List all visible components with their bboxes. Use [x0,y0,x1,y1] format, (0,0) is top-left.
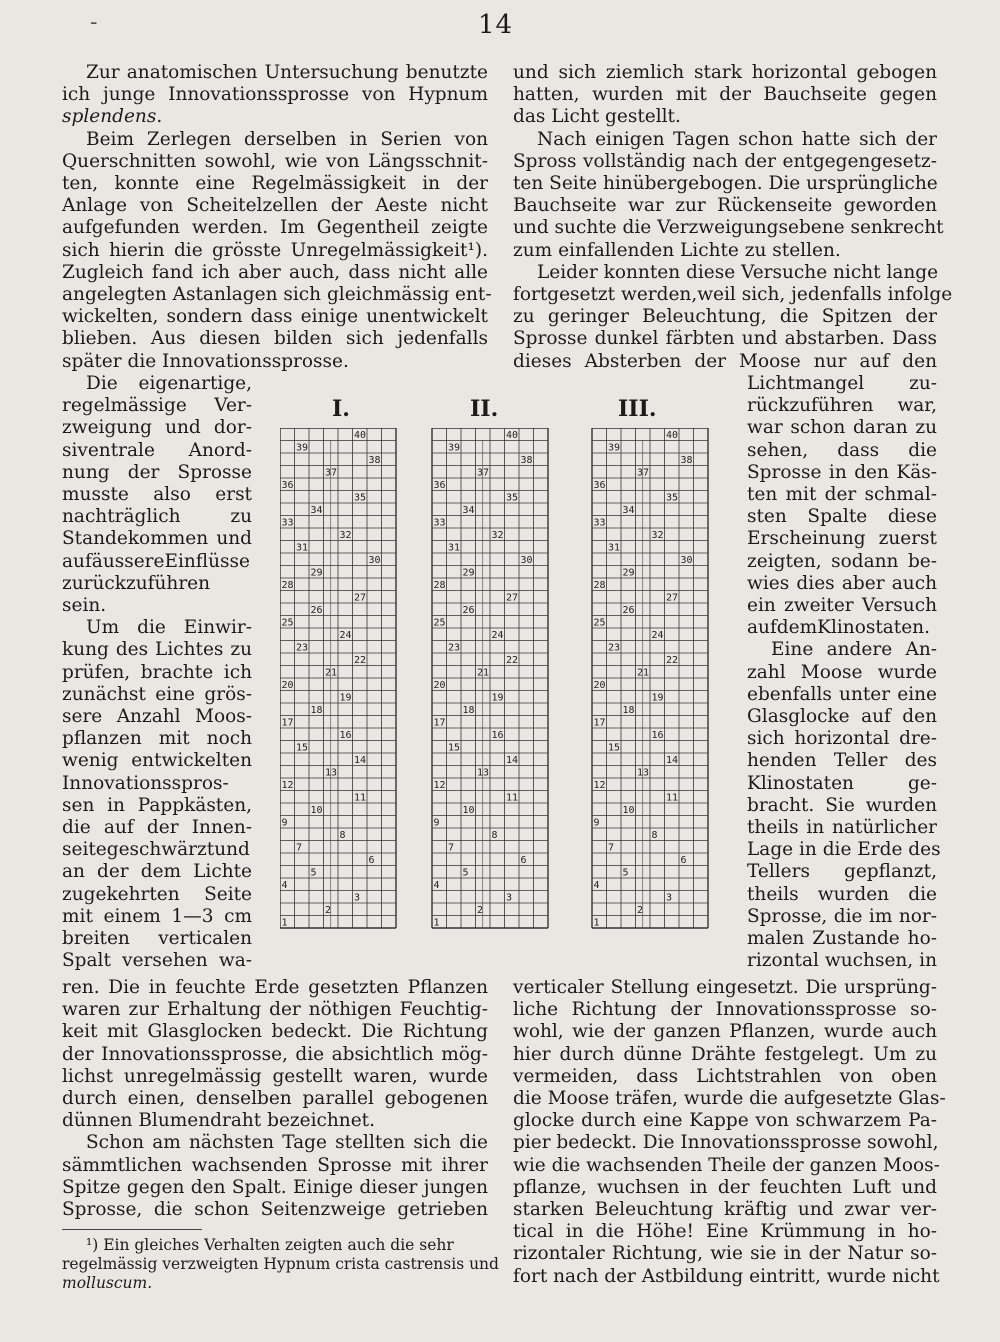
text-line: Sprosse, die schon Seitenzweige getrieben [62,1199,488,1221]
text-line: Spalt versehen wa- [62,950,252,972]
text-line: zurückzuführen [62,572,211,594]
branching-diagrams [280,428,720,943]
node-label: 31 [296,542,309,554]
node-label: 40 [506,430,519,441]
node-label: 19 [491,692,504,704]
text-line: Standekommen und [62,528,252,550]
text-line: tical in die Höhe! Eine Krümmung in ho- [513,1221,937,1243]
node-label: 34 [622,505,635,516]
node-label: 31 [608,542,621,554]
node-label: 32 [651,530,664,541]
node-label: 2 [637,905,644,916]
text-line: das Licht gestellt. [513,106,681,128]
branching-grid-1 [280,428,396,929]
node-label: 30 [368,555,381,566]
node-label: 7 [448,842,455,854]
node-label: 16 [339,730,352,741]
node-label: 6 [368,855,375,866]
left-column-narrow [62,373,252,972]
text-line: Querschnitten sowohl, wie von Längsschnit- [62,150,488,172]
text-line: waren zur Erhaltung der nöthigen Feuchtig- [62,999,488,1021]
node-label: 1 [593,917,600,929]
node-label: 15 [608,742,621,754]
text-line: zugekehrten Seite [62,883,252,905]
node-label: 15 [448,742,461,754]
text-line: fort nach der Astbildung eintritt, wurde nicht [513,1265,940,1287]
node-label: 5 [622,867,629,879]
footnote-line: molluscum. [62,1274,153,1292]
node-label: 11 [506,792,519,804]
text-line: aufgefunden werden. Im Gegentheil zeigte [62,217,488,239]
text-line: ten Seite hinübergebogen. Die ursprüngliche [513,173,938,195]
footnote-rule [62,1229,202,1230]
text-line: wie die wachsenden Theile der ganzen Moos- [513,1154,940,1176]
text-line: aufdemKlinostaten. [747,617,930,639]
node-label: 33 [281,517,294,529]
node-label: 26 [622,605,635,616]
node-label: 25 [433,617,446,629]
right-column-top [513,62,953,373]
node-label: 27 [666,592,679,604]
node-label: 22 [666,655,679,666]
text-line: durch einen, denselben parallel gebogenen [62,1088,488,1110]
node-label: 20 [433,680,446,691]
node-label: 18 [462,705,475,716]
node-label: 13 [477,767,490,779]
node-label: 5 [462,867,469,879]
text-line: der Innovationssprosse, die absichtlich mög- [62,1043,488,1065]
text-line: die Moose träfen, wurde die aufgesetzte Glas- [513,1088,946,1110]
node-label: 8 [651,830,658,841]
text-line: Spross vollständig nach der entgegengesetz- [513,150,937,172]
node-label: 6 [520,855,527,866]
node-label: 40 [666,430,679,441]
node-label: 2 [325,905,332,916]
text-line: Innovationsspros- [62,772,229,794]
node-label: 3 [354,892,361,904]
text-line: zum einfallenden Lichte zu stellen. [513,239,841,261]
text-line: musste also erst [62,484,252,506]
node-label: 8 [339,830,346,841]
text-line: Lichtmangel zu- [747,373,937,394]
text-line: theils in natürlicher [747,817,937,839]
node-label: 23 [448,642,461,654]
node-label: 31 [448,542,461,554]
text-line: Leider konnten diese Versuche nicht lange [537,261,939,283]
text-line: splendens. [62,106,163,128]
node-label: 36 [433,480,446,491]
node-label: 29 [462,567,475,579]
node-label: 26 [462,605,475,616]
text-line: Sprosse, die im nor- [747,905,937,927]
node-label: 34 [462,505,475,516]
text-line: mit einem 1—3 cm [62,905,252,927]
text-line: vermeiden, dass Lichtstrahlen von oben [513,1065,937,1087]
node-label: 35 [506,492,519,504]
footnote [62,1236,499,1293]
text-line: ten mit der schmal- [747,484,937,506]
text-line: die auf der Innen- [62,817,252,839]
node-label: 21 [477,667,490,679]
text-line: Lage in die Erde des [747,839,941,861]
node-label: 7 [296,842,303,854]
text-line: sämmtlichen wachsenden Sprosse mit ihrer [62,1154,488,1176]
node-label: 35 [666,492,679,504]
node-label: 39 [448,442,461,454]
node-label: 22 [506,655,519,666]
text-line: kung des Lichtes zu [62,639,252,661]
text-line: Die eigenartige, [86,373,252,394]
text-line: und sich ziemlich stark horizontal gebogen [513,62,937,83]
text-line: ren. Die in feuchte Erde gesetzten Pflanzen [62,977,488,998]
node-label: 28 [281,580,294,591]
text-line: nachträglich zu [62,506,252,528]
text-line: Um die Einwir- [86,617,252,639]
text-line: wickelten, sondern dass einige unentwickelt [62,306,488,328]
node-label: 30 [520,555,533,566]
left-column-bottom [62,977,488,1221]
node-label: 17 [281,717,294,729]
node-label: 13 [637,767,650,779]
node-label: 16 [651,730,664,741]
node-label: 4 [281,880,288,891]
node-label: 26 [310,605,323,616]
text-line: Zugleich fand ich aber auch, dass nicht alle [62,261,488,283]
node-label: 9 [433,817,440,829]
text-line: sein. [62,595,107,617]
text-line: hier durch dünne Drähte festgelegt. Um zu [513,1043,937,1065]
text-line: Beim Zerlegen derselben in Serien von [86,128,488,150]
node-label: 27 [354,592,367,604]
corner-mark: - [90,10,98,35]
node-label: 8 [491,830,498,841]
text-line: Tellers gepflanzt, [747,861,937,883]
node-label: 23 [296,642,309,654]
text-line: liche Richtung der Innovationssprosse so- [513,999,937,1021]
text-line: Eine andere An- [771,639,937,661]
text-line: ich junge Innovationssprosse von Hypnum [62,84,488,106]
text-line: pflanze, wuchsen in der feuchten Luft und [513,1176,937,1198]
text-line: war schon daran zu [747,417,937,439]
node-label: 12 [433,780,446,791]
node-label: 7 [608,842,615,854]
text-line: später die Innovationssprosse. [62,350,349,372]
text-line: Bauchseite war zur Rückenseite geworden [513,195,937,217]
text-line: seitegeschwärztund [62,839,250,861]
text-line: nung der Sprosse [62,461,252,483]
right-column-narrow [747,373,941,972]
node-label: 28 [433,580,446,591]
node-label: 20 [593,680,606,691]
branching-grid-3 [592,428,708,929]
node-label: 21 [325,667,338,679]
node-label: 18 [310,705,323,716]
node-label: 10 [310,805,323,816]
node-label: 33 [593,517,606,529]
text-line: sehen, dass die [747,439,937,461]
text-line: lichst unregelmässig gestellt waren, wurde [62,1065,488,1087]
node-label: 11 [354,792,367,804]
node-label: 36 [281,480,294,491]
node-label: 14 [506,755,519,766]
text-line: rückzuführen war, [747,395,937,417]
node-label: 37 [325,467,338,479]
node-label: 28 [593,580,606,591]
text-line: sen in Pappkästen, [62,794,252,816]
text-line: pflanzen mit noch [62,728,252,750]
text-line: angelegten Astanlagen sich gleichmässig ent- [62,284,492,306]
node-label: 4 [433,880,440,891]
node-label: 27 [506,592,519,604]
node-label: 39 [296,442,309,454]
figure-label-1: I. [332,396,350,422]
text-line: henden Teller des [747,750,937,772]
text-line: Sprosse dunkel färbten und abstarben. Dass [513,328,937,350]
text-line: dünnen Blumendraht bezeichnet. [62,1110,375,1132]
text-line: starken Beleuchtung kräftig und zwar ver- [513,1199,937,1221]
text-line: wenig entwickelten [62,750,252,772]
node-label: 24 [651,630,664,641]
text-line: dieses Absterben der Moose nur auf den [513,350,937,372]
node-label: 9 [593,817,600,829]
node-label: 35 [354,492,367,504]
text-line: sten Spalte diese [747,506,937,528]
node-label: 40 [354,430,367,441]
node-label: 14 [666,755,679,766]
node-label: 11 [666,792,679,804]
text-line: Anlage von Scheitelzellen der Aeste nicht [62,195,488,217]
node-label: 34 [310,505,323,516]
right-column-bottom [513,977,946,1288]
node-label: 22 [354,655,367,666]
node-label: 3 [666,892,673,904]
text-line: zahl Moose wurde [747,661,937,683]
node-label: 20 [281,680,294,691]
node-label: 33 [433,517,446,529]
text-line: hatten, wurden mit der Bauchseite gegen [513,84,937,106]
text-line: pier bedeckt. Die Innovationssprosse sowohl, [513,1132,939,1154]
figure-labels [280,396,710,426]
text-line: siventrale Anord- [62,439,252,461]
node-label: 19 [339,692,352,704]
node-label: 24 [491,630,504,641]
text-line: zeigten, sodann be- [747,550,937,572]
node-label: 32 [339,530,352,541]
node-label: 29 [622,567,635,579]
node-label: 38 [680,455,693,466]
text-line: regelmässige Ver- [62,395,252,417]
node-label: 16 [491,730,504,741]
text-line: Zur anatomischen Untersuchung benutzte [86,62,488,83]
text-line: zweigung und dor- [62,417,252,439]
figure-label-2: II. [470,396,499,422]
node-label: 25 [281,617,294,629]
node-label: 5 [310,867,317,879]
node-label: 14 [354,755,367,766]
node-label: 1 [281,917,288,929]
text-line: aufäussereEinflüsse [62,550,250,572]
node-label: 18 [622,705,635,716]
text-line: ebenfalls unter eine [747,683,937,705]
text-line: malen Zustande ho- [747,928,937,950]
footnote-line: ¹) Ein gleiches Verhalten zeigten auch die sehr [86,1236,454,1254]
text-line: Spitze gegen den Spalt. Einige dieser jungen [62,1176,488,1198]
footnote-line: regelmässig verzweigten Hypnum crista castrensis und [62,1255,499,1273]
node-label: 30 [680,555,693,566]
node-label: 17 [593,717,606,729]
text-line: und suchte die Verzweigungsebene senkrecht [513,217,944,239]
node-label: 4 [593,880,600,891]
text-line: Klinostaten ge- [747,772,937,794]
node-label: 36 [593,480,606,491]
node-label: 37 [637,467,650,479]
node-label: 2 [477,905,484,916]
text-line: Schon am nächsten Tage stellten sich die [86,1132,488,1154]
text-line: ein zweiter Versuch [747,595,937,617]
text-line: bracht. Sie wurden [747,794,937,816]
text-line: Erscheinung zuerst [747,528,937,550]
text-line: rizontaler Richtung, wie sie in der Natur so- [513,1243,937,1265]
node-label: 29 [310,567,323,579]
text-line: wies dies aber auch [747,572,937,594]
text-line: ten, konnte eine Regelmässigkeit in der [62,173,488,195]
node-label: 1 [433,917,440,929]
text-line: prüfen, brachte ich [62,661,252,683]
node-label: 23 [608,642,621,654]
node-label: 17 [433,717,446,729]
text-line: theils wurden die [747,883,937,905]
node-label: 13 [325,767,338,779]
node-label: 10 [462,805,475,816]
page-number: 14 [478,10,514,40]
node-label: 6 [680,855,687,866]
text-line: Glasglocke auf den [747,706,937,728]
text-line: fortgesetzt werden,weil sich, jedenfalls infolge [513,284,953,306]
text-line: Sprosse in den Käs- [747,461,937,483]
node-label: 37 [477,467,490,479]
node-label: 24 [339,630,352,641]
text-line: rizontal wuchsen, in [747,950,937,972]
text-line: sere Anzahl Moos- [62,706,252,728]
text-line: Nach einigen Tagen schon hatte sich der [537,128,937,150]
node-label: 21 [637,667,650,679]
node-label: 10 [622,805,635,816]
text-line: keit mit Glasglocken bedeckt. Die Richtung [62,1021,488,1043]
text-line: zunächst eine grös- [62,683,252,705]
text-line: zu geringer Beleuchtung, die Spitzen der [513,306,937,328]
text-line: an der dem Lichte [62,861,252,883]
text-line: sich horizontal dre- [747,728,937,750]
left-column-top [62,62,492,373]
node-label: 19 [651,692,664,704]
node-label: 38 [368,455,381,466]
node-label: 12 [593,780,606,791]
node-label: 32 [491,530,504,541]
text-line: breiten verticalen [62,928,252,950]
text-line: blieben. Aus diesen bilden sich jedenfalls [62,328,488,350]
text-line: verticaler Stellung eingesetzt. Die ursprüng- [513,977,937,998]
node-label: 39 [608,442,621,454]
text-line: wohl, wie der ganzen Pflanzen, wurde auch [513,1021,937,1043]
text-line: sich hierin die grösste Unregelmässigkeit¹). [62,239,488,261]
figure-label-3: III. [618,396,657,422]
node-label: 3 [506,892,513,904]
branching-grid-2 [432,428,548,929]
text-line: glocke durch eine Kappe von schwarzem Pa- [513,1110,937,1132]
node-label: 9 [281,817,288,829]
node-label: 15 [296,742,309,754]
node-label: 38 [520,455,533,466]
node-label: 25 [593,617,606,629]
node-label: 12 [281,780,294,791]
